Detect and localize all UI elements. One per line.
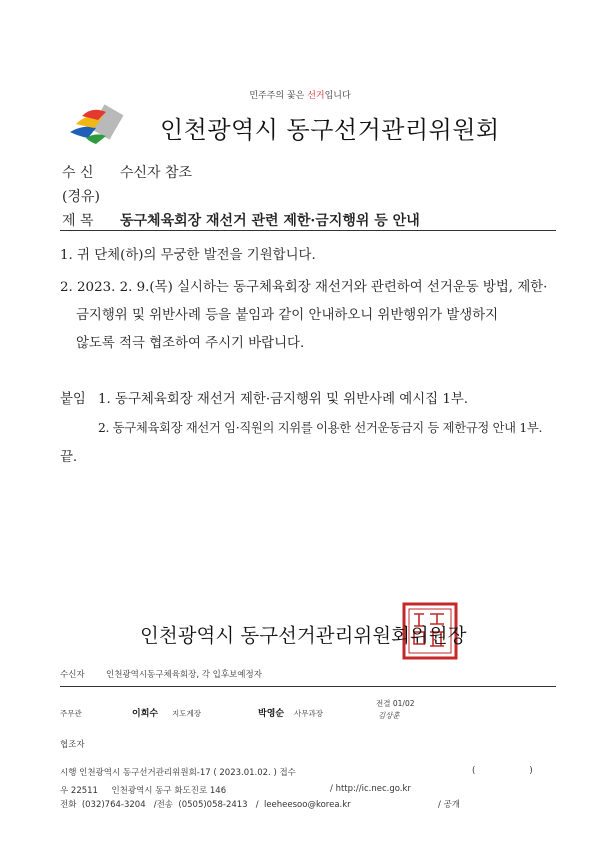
- slogan-text: 민주주의 꽃은: [249, 91, 308, 101]
- approver-signature: 김상훈: [378, 711, 400, 720]
- attachment-1: 1. 동구체육회장 재선거 제한·금지행위 및 위반사례 예시집 1부.: [98, 392, 469, 407]
- recipients-label: 수신자: [60, 670, 85, 680]
- via-label: (경유): [62, 189, 100, 205]
- end-mark: 끝.: [60, 450, 78, 465]
- body-item-2-line-1: 2. 2023. 2. 9.(목) 실시하는 동구체육회장 재선거와 관련하여 선거운동 방법, 제한·: [60, 280, 548, 295]
- enforcement-line: 시행 인천광역시 동구선거관리위원회-17 ( 2023.01.02. ) 접수: [60, 768, 296, 778]
- slogan-highlight: 선거: [307, 91, 325, 101]
- recipient-label: 수 신: [62, 165, 94, 181]
- subject-value: 동구체육회장 재선거 관련 제한·금지행위 등 안내: [120, 213, 420, 229]
- disclosure-status: / 공개: [438, 800, 460, 810]
- attachment-2: 2. 동구체육회장 재선거 임·직원의 지위를 이용한 선거운동금지 등 제한규정 안내 1부.: [98, 421, 543, 435]
- approval-note: 전결 01/02: [376, 699, 415, 708]
- homepage-link[interactable]: / http://ic.nec.go.kr: [330, 784, 411, 794]
- recipients-rule: [60, 686, 556, 687]
- drafter-name: 이희수: [132, 709, 159, 719]
- contact-line: 전화 (032)764-3204 /전송 (0505)058-2413 / leeheesoo@korea.kr: [60, 800, 351, 810]
- body-item-2-line-3: 않도록 적극 협조하여 주시기 바랍니다.: [76, 336, 305, 351]
- drafter-label: 주무관: [60, 709, 82, 718]
- recipient-value: 수신자 참조: [120, 165, 193, 181]
- reception-field: ( ): [472, 766, 533, 776]
- org-title: 인천광역시 동구선거관리위원회: [160, 116, 500, 144]
- slogan-suffix: 입니다: [324, 91, 351, 101]
- body-item-1: 1. 귀 단체(하)의 무궁한 발전을 기원합니다.: [60, 248, 316, 263]
- recipients-value: 인천광역시동구체육회장, 각 입후보예정자: [106, 670, 262, 680]
- cooperator-label: 협조자: [60, 740, 85, 750]
- slogan: [0, 88, 600, 101]
- subject-label: 제 목: [62, 213, 94, 229]
- election-commission-logo-icon: [66, 102, 124, 148]
- subject-rule: [60, 230, 556, 231]
- reviewer-name: 박영순: [258, 709, 285, 719]
- issuer-title: 인천광역시 동구선거관리위원회위원장: [140, 624, 467, 647]
- reviewer-label: 지도계장: [172, 709, 201, 718]
- approver-label: 사무과장: [294, 709, 323, 718]
- body-item-2-line-2: 금지행위 및 위반사례 등을 붙임과 같이 안내하오니 위반행위가 발생하지: [76, 308, 499, 323]
- attachment-label: 붙임: [60, 392, 86, 407]
- postal-address: 우 22511 인천광역시 동구 화도진로 146: [60, 786, 227, 796]
